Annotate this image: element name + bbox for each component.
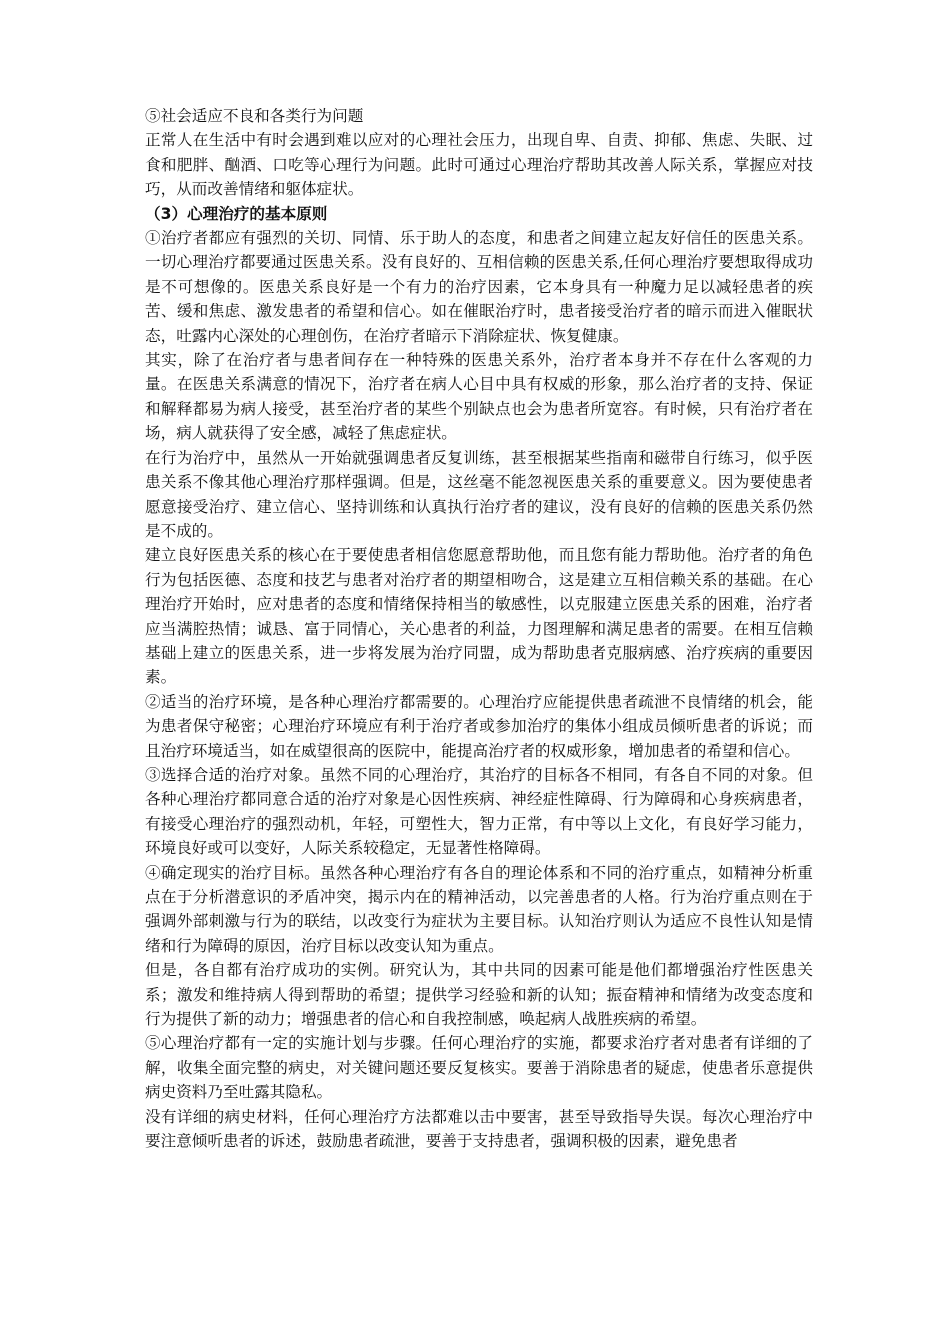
- subsection-title-social-adaptation: ⑤社会适应不良和各类行为问题: [145, 107, 364, 125]
- paragraph: ⑤心理治疗都有一定的实施计划与步骤。任何心理治疗的实施，都要求治疗者对患者有详细的了解，收集全面完整的病史，对关键问题还要反复核实。要善于消除患者的疑虑，使患者乐意提供病史资料乃至吐露其隐私。: [145, 1034, 813, 1102]
- paragraph: ④确定现实的治疗目标。虽然各种心理治疗有各自的理论体系和不同的治疗重点，如精神分析重点在于分析潜意识的矛盾冲突，揭示内在的精神活动，以完善患者的人格。行为治疗重点则在于强调外部刺激与行为的联结，以改变行为症状为主要目标。认知治疗则认为适应不良性认知是情绪和行为障碍的原因，治疗目标以改变认知为重点。: [145, 863, 813, 955]
- paragraph: 建立良好医患关系的核心在于要使患者相信您愿意帮助他，而且您有能力帮助他。治疗者的角色行为包括医德、态度和技艺与患者对治疗者的期望相吻合，这是建立互相信赖关系的基础。在心理治疗开始时，应对患者的态度和情绪保持相当的敏感性，以克服建立医患关系的困难，治疗者应当满腔热情；诚恳、富于同情心，关心患者的利益，力图理解和满足患者的需要。在相互信赖基础上建立的医患关系，进一步将发展为治疗同盟，成为帮助患者克服病感、治疗疾病的重要因素。: [145, 546, 813, 687]
- paragraph: ②适当的治疗环境，是各种心理治疗都需要的。心理治疗应能提供患者疏泄不良情绪的机会，能为患者保守秘密；心理治疗环境应有利于治疗者或参加治疗的集体小组成员倾听患者的诉说；而且治疗环境适当，如在威望很高的医院中，能提高治疗者的权威形象，增加患者的希望和信心。: [145, 692, 813, 760]
- paragraph: 正常人在生活中有时会遇到难以应对的心理社会压力，出现自卑、自责、抑郁、焦虑、失眠、过食和肥胖、酗酒、口吃等心理行为问题。此时可通过心理治疗帮助其改善人际关系，掌握应对技巧，从而改善情绪和躯体症状。: [145, 131, 813, 199]
- paragraph: 其实，除了在治疗者与患者间存在一种特殊的医患关系外，治疗者本身并不存在什么客观的力量。在医患关系满意的情况下，治疗者在病人心目中具有权威的形象，那么治疗者的支持、保证和解释都易为病人接受，甚至治疗者的某些个别缺点也会为患者所宽容。有时候，只有治疗者在场，病人就获得了安全感，减轻了焦虑症状。: [145, 351, 813, 443]
- paragraph: 但是，各自都有治疗成功的实例。研究认为，其中共同的因素可能是他们都增强治疗性医患关系；激发和维持病人得到帮助的希望；提供学习经验和新的认知；振奋精神和情绪为改变态度和行为提供了新的动力；增强患者的信心和自我控制感，唤起病人战胜疾病的希望。: [145, 961, 813, 1029]
- section-heading-basic-principles: （3）心理治疗的基本原则: [145, 204, 328, 223]
- document-body: [145, 104, 813, 1153]
- paragraph: 在行为治疗中，虽然从一开始就强调患者反复训练，甚至根据某些指南和磁带自行练习，似乎医患关系不像其他心理治疗那样强调。但是，这丝毫不能忽视医患关系的重要意义。因为要使患者愿意接受治疗、建立信心、坚持训练和认真执行治疗者的建议，没有良好的信赖的医患关系仍然是不成的。: [145, 448, 813, 540]
- paragraph: ③选择合适的治疗对象。虽然不同的心理治疗，其治疗的目标各不相同，有各自不同的对象。但各种心理治疗都同意合适的治疗对象是心因性疾病、神经症性障碍、行为障碍和心身疾病患者，有接受心理治疗的强烈动机，年轻，可塑性大，智力正常，有中等以上文化，有良好学习能力，环境良好或可以变好，人际关系较稳定，无显著性格障碍。: [145, 765, 813, 858]
- paragraph: ①治疗者都应有强烈的关切、同情、乐于助人的态度，和患者之间建立起友好信任的医患关系。一切心理治疗都要通过医患关系。没有良好的、互相信赖的医患关系,任何心理治疗要想取得成功是不可想像的。医患关系良好是一个有力的治疗因素，它本身具有一种魔力足以减轻患者的疾苦、缓和焦虑、激发患者的希望和信心。如在催眠治疗时，患者接受治疗者的暗示而进入催眠状态，吐露内心深处的心理创伤，在治疗者暗示下消除症状、恢复健康。: [145, 229, 813, 345]
- paragraph: 没有详细的病史材料，任何心理治疗方法都难以击中要害，甚至导致指导失误。每次心理治疗中要注意倾听患者的诉述，鼓励患者疏泄，要善于支持患者，强调积极的因素，避免患者: [145, 1107, 813, 1151]
